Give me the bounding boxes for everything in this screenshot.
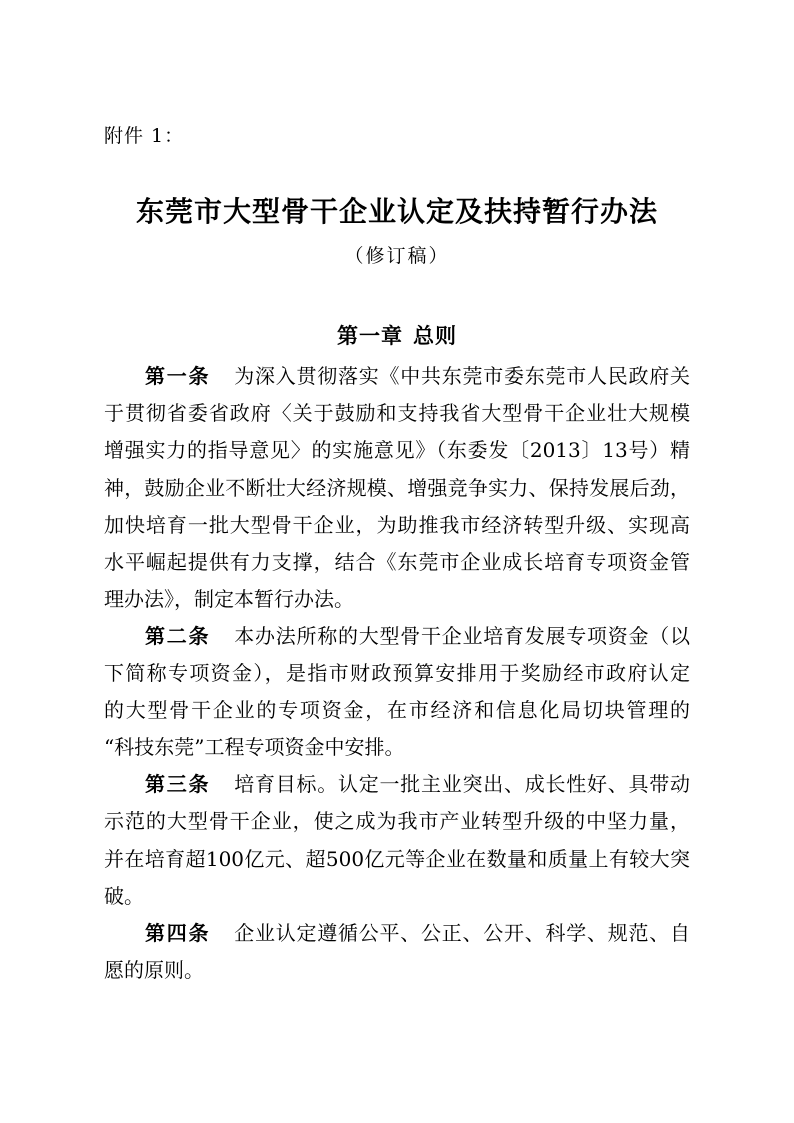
article-2-line-1 [145, 620, 690, 652]
document-subtitle: （修订稿） [344, 245, 450, 267]
article-3-line-3: 并在培育超100亿元、超500亿元等企业在数量和质量上有较大突 [104, 847, 690, 871]
article-3-line-4: 破。 [104, 884, 144, 908]
article-1-label: 第一条 [145, 364, 211, 388]
article-4-text: 企业认定遵循公平、公正、公开、科学、规范、自 [234, 921, 690, 945]
article-1-line-4: 神，鼓励企业不断壮大经济规模、增强竞争实力、保持发展后劲， [104, 476, 690, 500]
chapter-heading [0, 322, 794, 350]
article-2-label: 第二条 [145, 624, 211, 648]
chapter-number: 第一章 [337, 323, 403, 348]
article-3-line-2: 示范的大型骨干企业，使之成为我市产业转型升级的中坚力量， [104, 809, 690, 833]
article-2-line-3: 的大型骨干企业的专项资金，在市经济和信息化局切块管理的 [104, 698, 690, 722]
article-1-text: 为深入贯彻落实《中共东莞市委东莞市人民政府关 [234, 364, 690, 388]
article-1-line-5: 加快培育一批大型骨干企业，为助推我市经济转型升级、实现高 [104, 513, 690, 537]
article-1-line-1 [145, 360, 690, 392]
article-4-label: 第四条 [145, 921, 211, 945]
article-3-label: 第三条 [145, 772, 211, 796]
attachment-label: 附件 1： [104, 125, 185, 147]
article-4-line-2: 愿的原则。 [104, 958, 204, 982]
article-3-line-1 [145, 768, 690, 800]
article-2-text: 本办法所称的大型骨干企业培育发展专项资金（以 [234, 624, 690, 648]
article-1-line-7: 理办法》，制定本暂行办法。 [104, 587, 354, 611]
article-1-line-6: 水平崛起提供有力支撑，结合《东莞市企业成长培育专项资金管 [104, 550, 690, 574]
document-title: 东莞市大型骨干企业认定及扶持暂行办法 [135, 195, 658, 228]
article-2-line-2: 下简称专项资金），是指市财政预算安排用于奖励经市政府认定 [104, 661, 690, 685]
article-2-line-4: “科技东莞”工程专项资金中安排。 [104, 735, 405, 759]
article-3-text: 培育目标。认定一批主业突出、成长性好、具带动 [234, 772, 690, 796]
article-1-line-2: 于贯彻省委省政府〈关于鼓励和支持我省大型骨干企业壮大规模 [104, 401, 690, 425]
article-1-line-3: 增强实力的指导意见〉的实施意见》（东委发〔2013〕13号）精 [104, 438, 690, 462]
chapter-name: 总则 [413, 323, 457, 348]
article-4-line-1 [145, 917, 690, 949]
